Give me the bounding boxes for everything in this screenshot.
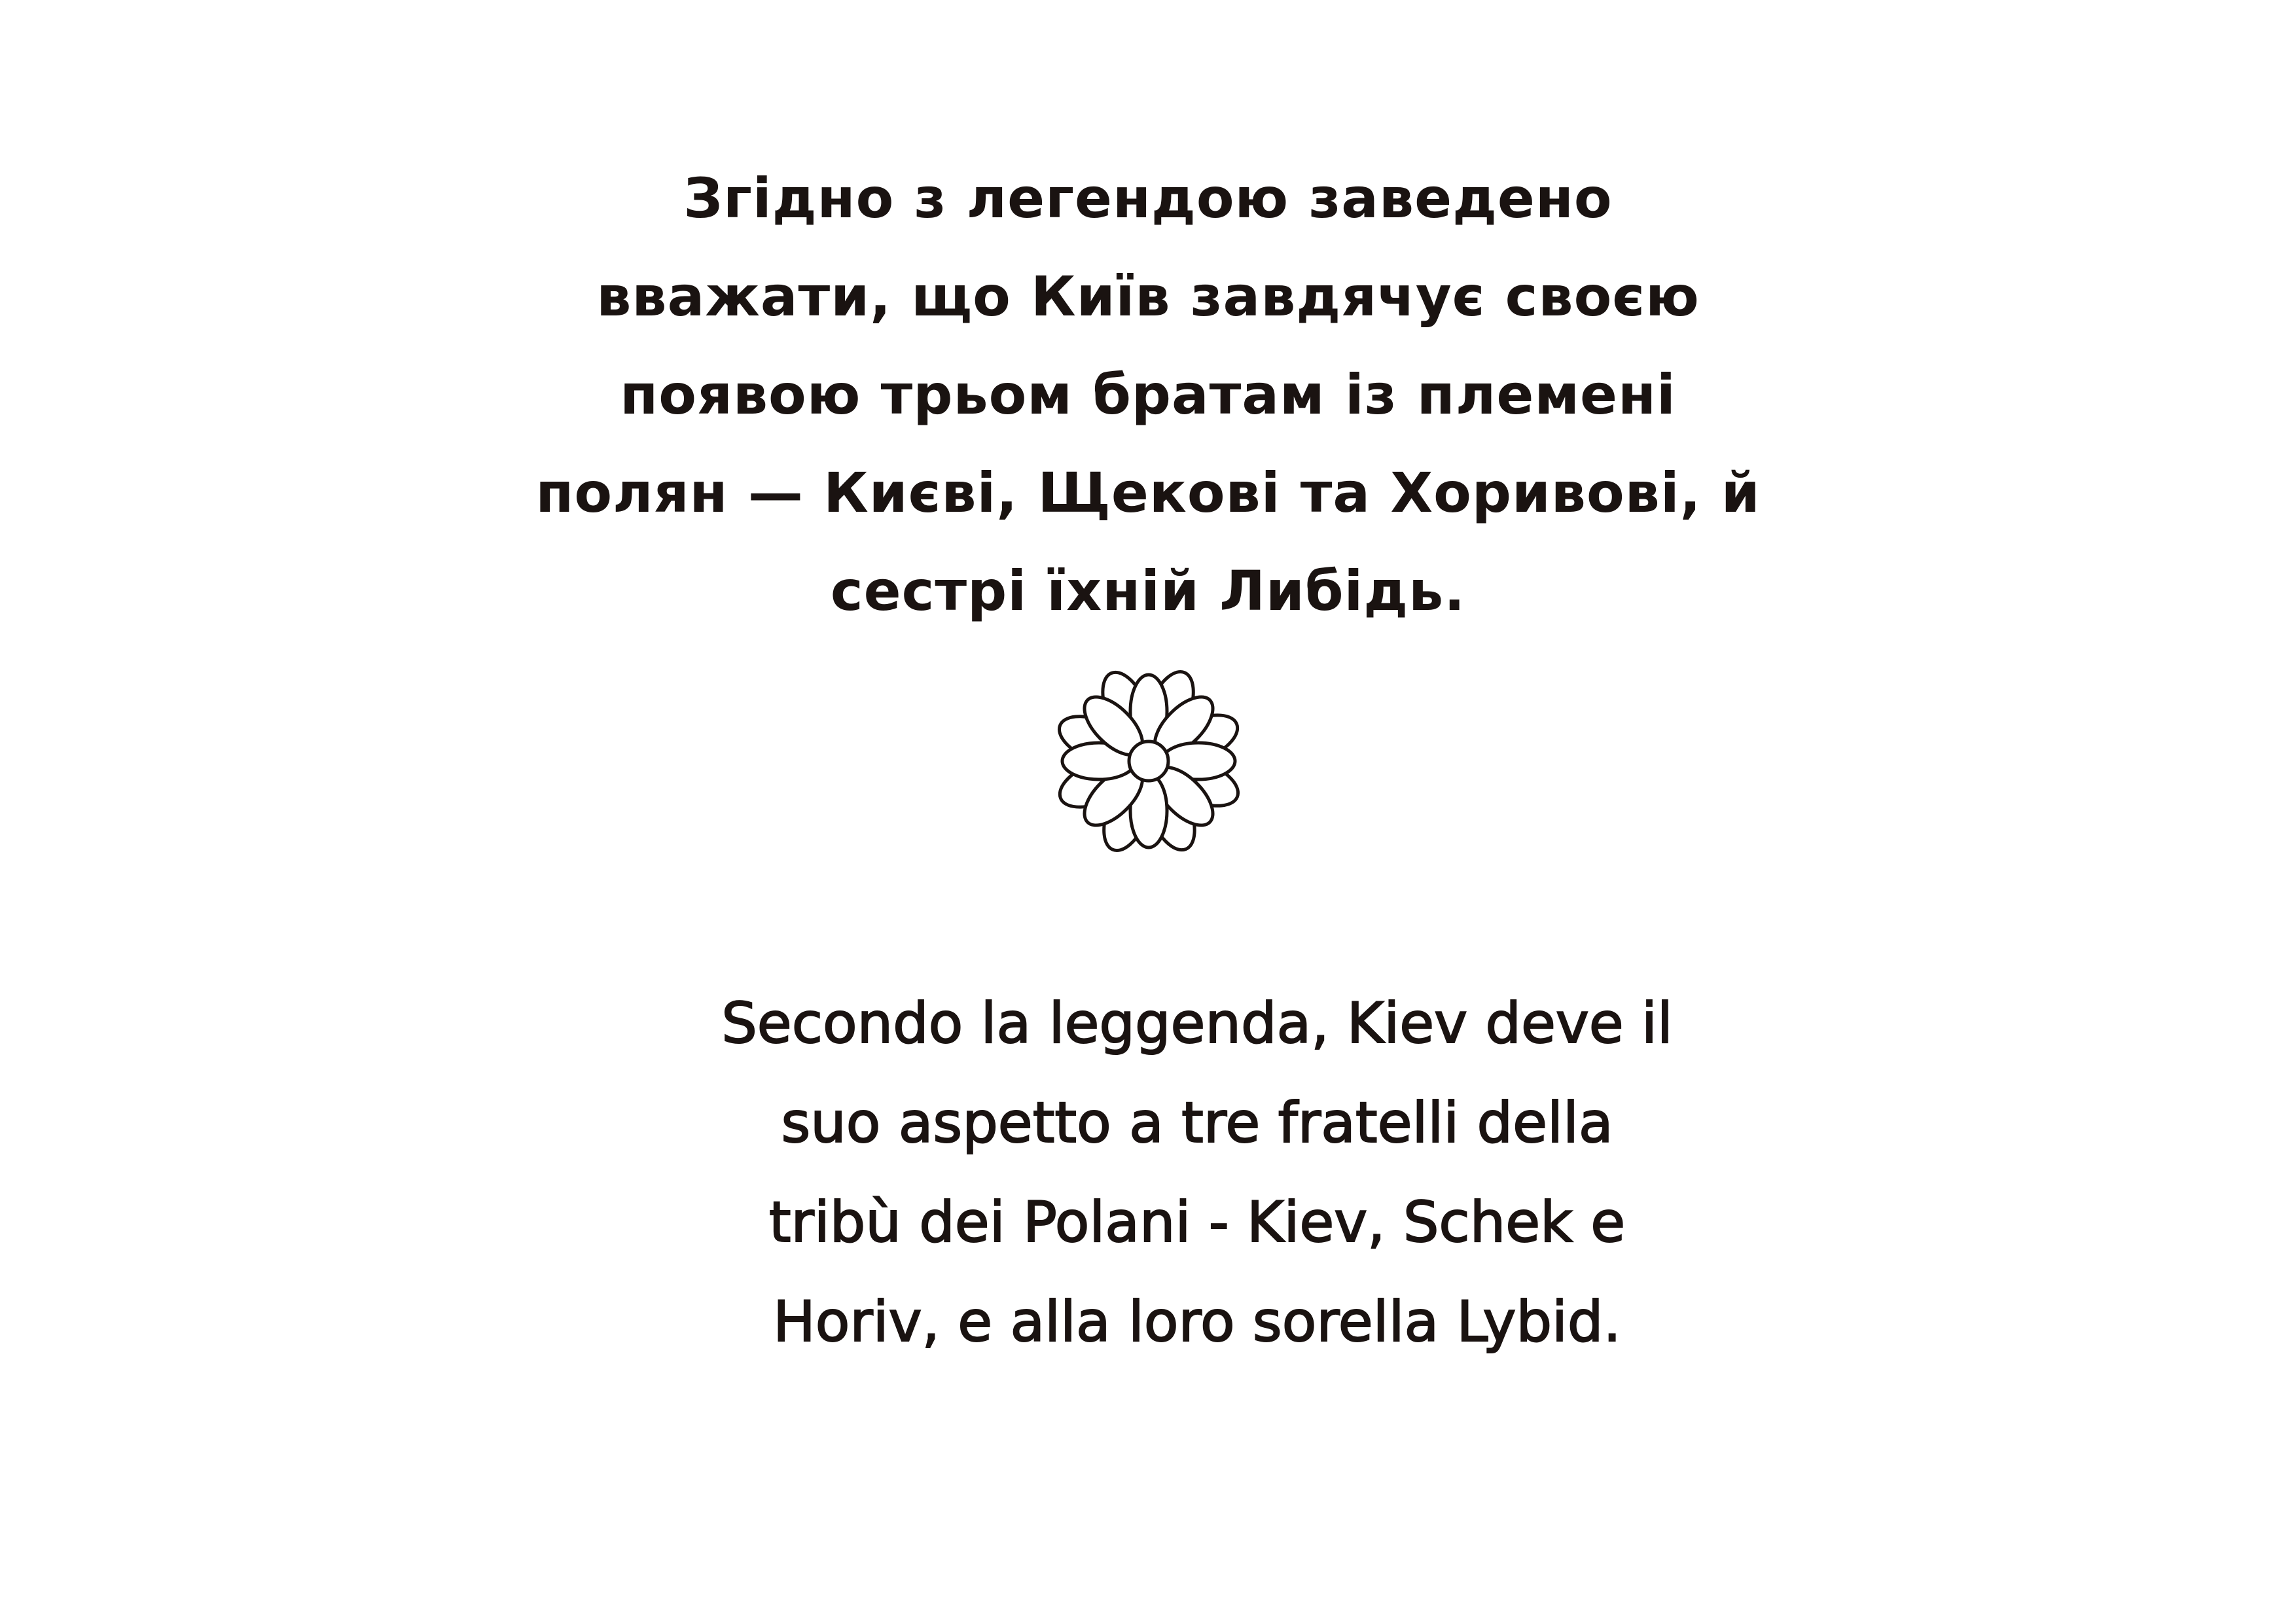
ukrainian-line-2: вважати, що Київ завдячує своєю <box>596 264 1700 329</box>
ukrainian-line-5: сестрі їхній Либідь. <box>830 559 1466 623</box>
italian-line-2: suo aspetto a tre fratelli della <box>781 1090 1613 1156</box>
ukrainian-line-4: полян — Києві, Щекові та Хоривові, й <box>535 461 1761 525</box>
ukrainian-paragraph <box>0 149 2296 640</box>
ukrainian-line-1: Згідно з легендою заведено <box>683 166 1613 230</box>
italian-line-4: Horiv, e alla loro sorella Lybid. <box>773 1289 1621 1355</box>
flower-icon <box>1047 660 1250 863</box>
italian-paragraph <box>0 974 2296 1372</box>
italian-line-3: tribù dei Polani - Kiev, Schek e <box>768 1190 1626 1255</box>
italian-line-1: Secondo la leggenda, Kiev deve il <box>721 991 1673 1056</box>
flower-center <box>1129 741 1168 781</box>
ukrainian-line-3: появою трьом братам із племені <box>620 363 1676 427</box>
